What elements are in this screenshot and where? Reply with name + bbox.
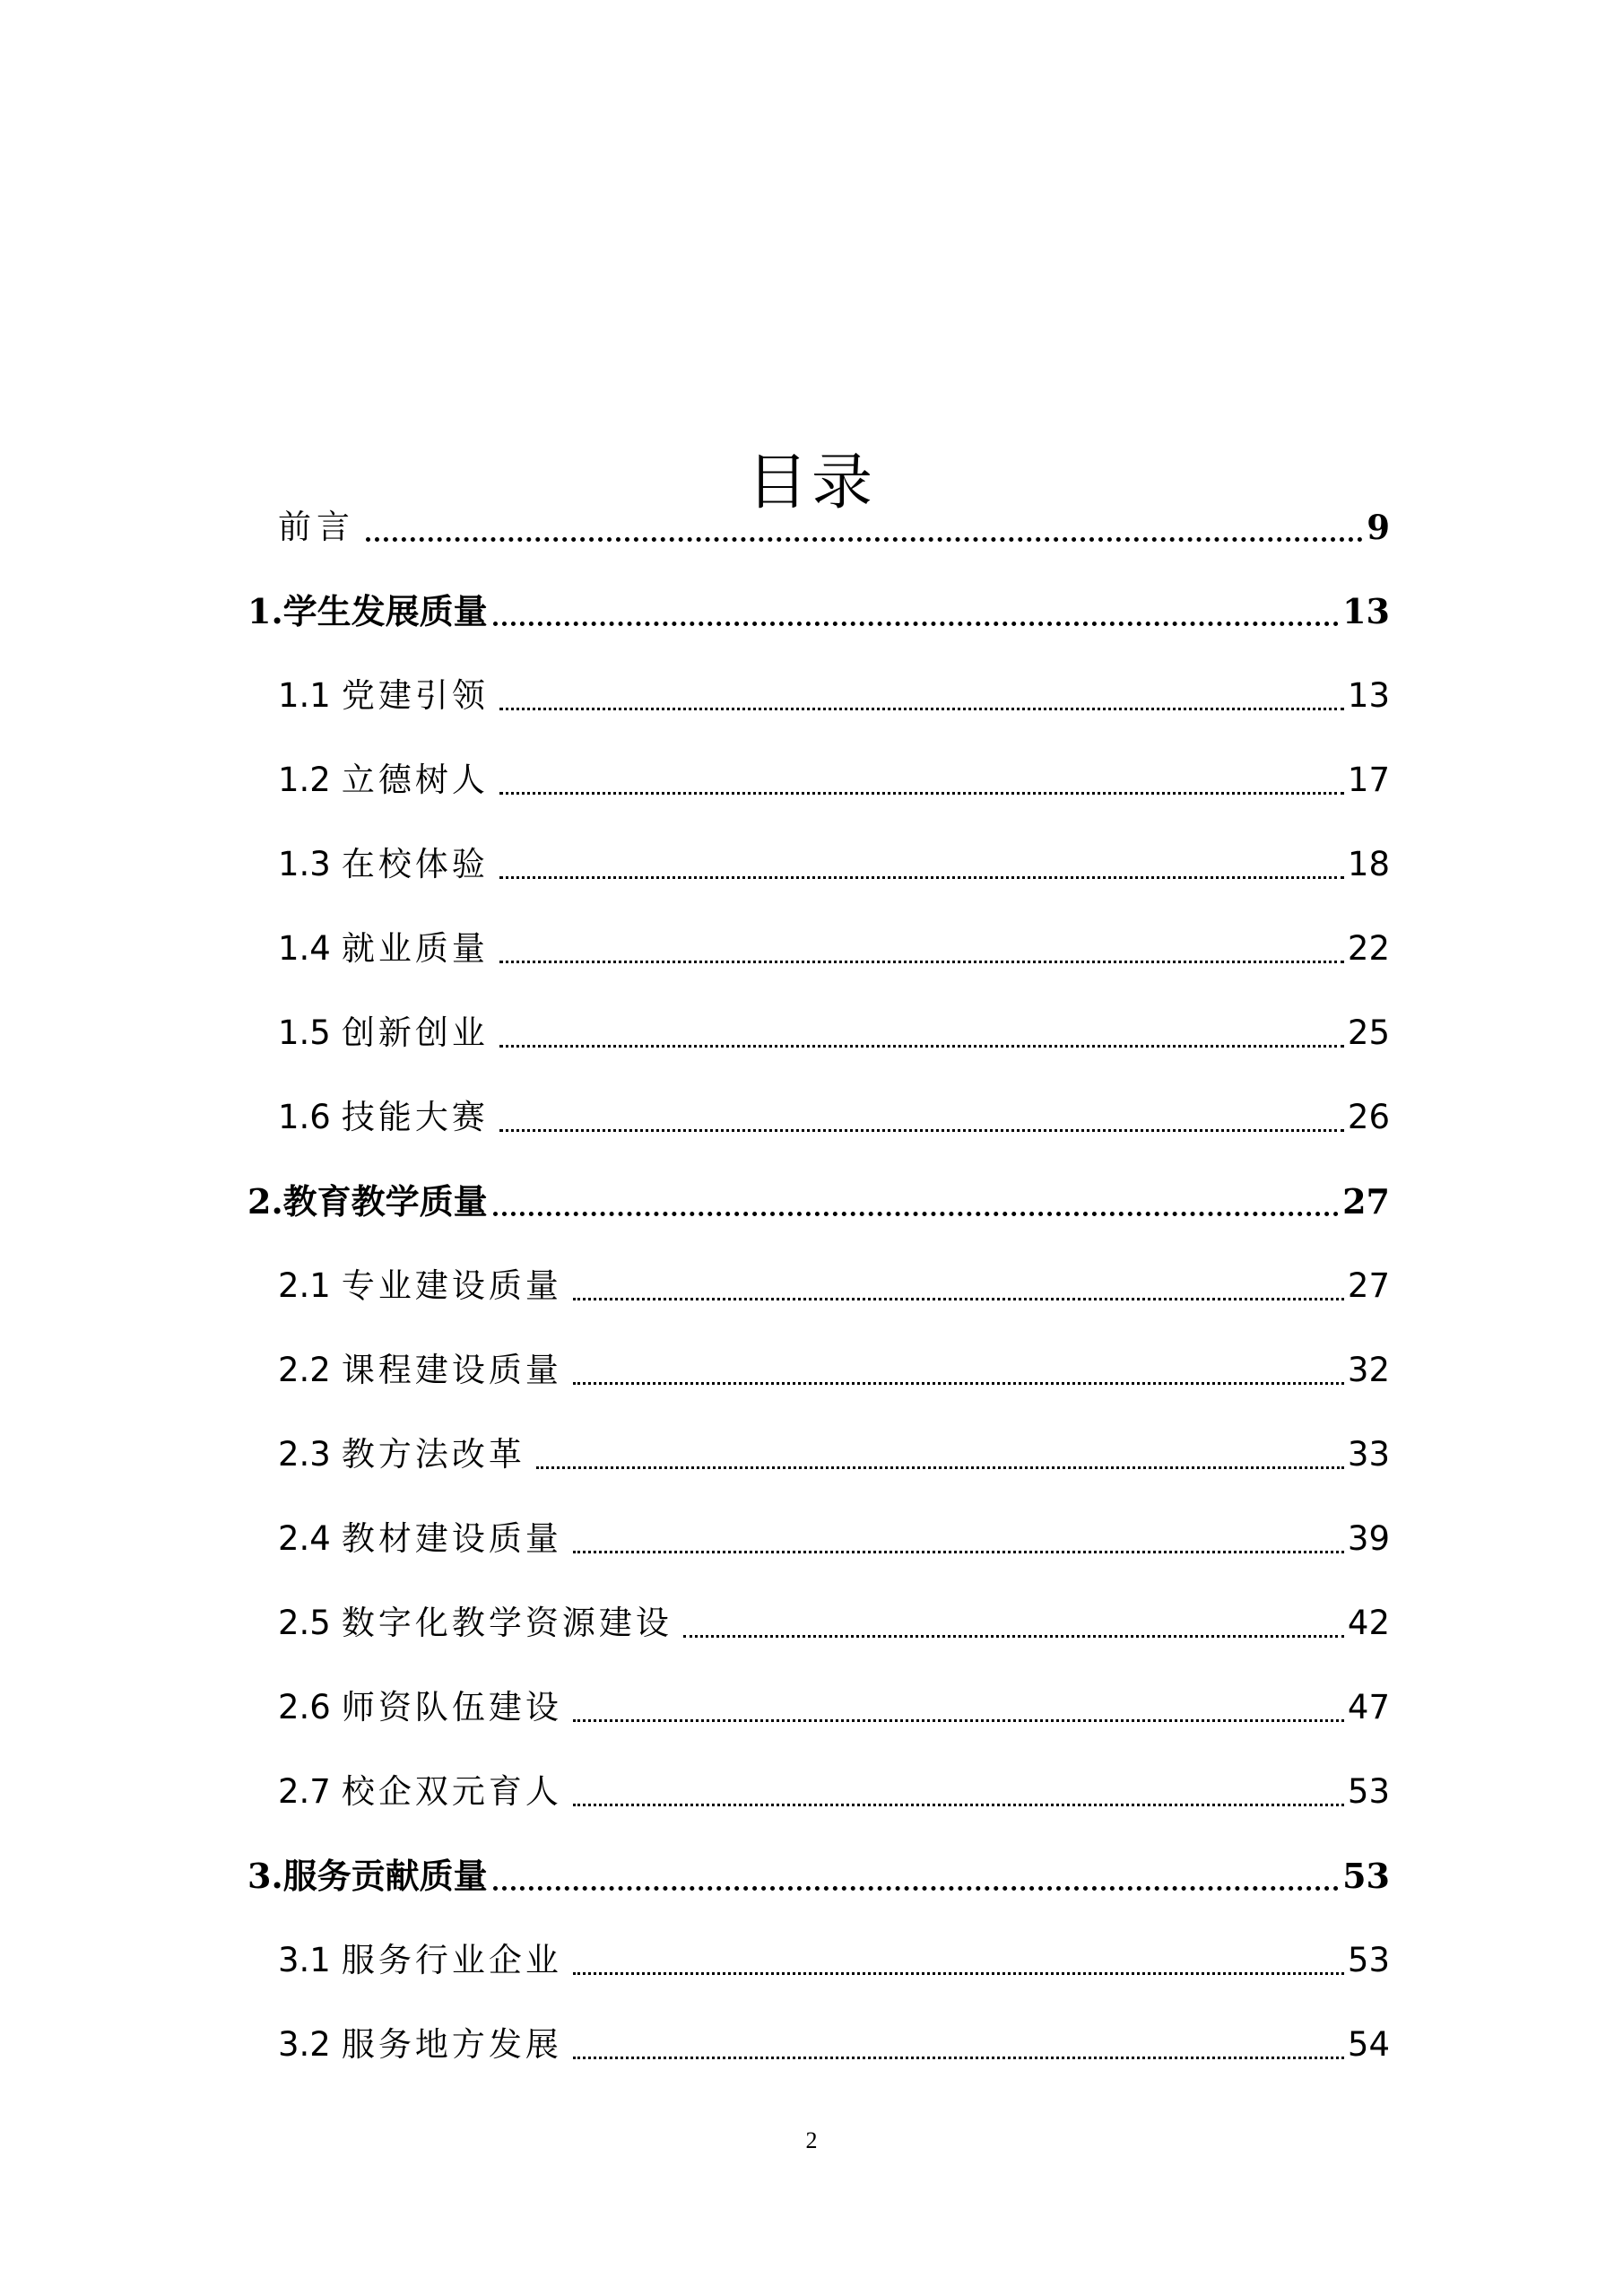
toc-entry-text: 就业质量 [341, 929, 489, 968]
toc-entry-label [278, 1092, 489, 1143]
toc-entry-section-2-6[interactable] [278, 1683, 1390, 1733]
toc-entry-number: 2.7 [278, 1772, 331, 1811]
toc-entry-text: 校企双元育人 [341, 1772, 562, 1811]
toc-leader-dots [499, 1129, 1344, 1132]
toc-entry-chapter-1[interactable] [247, 587, 1390, 637]
toc-entry-section-2-7[interactable] [278, 1767, 1390, 1817]
toc-leader-dots [573, 2057, 1344, 2059]
toc-entry-page: 13 [1342, 591, 1390, 631]
toc-leader-dots [573, 1972, 1344, 1975]
toc-entry-label: 1.学生发展质量 [247, 591, 488, 631]
toc-entry-section-3-2[interactable] [278, 2020, 1390, 2070]
toc-leader-dots [499, 792, 1344, 795]
toc-leader-dots [499, 876, 1344, 879]
toc-entry-page: 26 [1347, 1098, 1390, 1136]
toc-entry-section-3-1[interactable] [278, 1935, 1390, 1986]
toc-entry-text: 数字化教学资源建设 [341, 1604, 673, 1642]
toc-entry-page: 18 [1347, 845, 1390, 883]
toc-leader-dots [493, 1212, 1339, 1216]
toc-entry-section-1-3[interactable] [278, 839, 1390, 890]
toc-leader-dots [573, 1719, 1344, 1722]
toc-entry-page: 22 [1347, 929, 1390, 968]
toc-entry-label [278, 755, 489, 805]
toc-entry-number: 1.5 [278, 1013, 331, 1052]
toc-entry-page: 17 [1347, 761, 1390, 799]
toc-entry-label [278, 1008, 489, 1058]
toc-leader-dots [499, 961, 1344, 963]
toc-leader-dots [493, 622, 1339, 626]
toc-entry-section-2-2[interactable] [278, 1345, 1390, 1396]
toc-entry-number: 3.2 [278, 2025, 331, 2064]
toc-entry-label [278, 1598, 673, 1648]
toc-entry-chapter-2[interactable] [247, 1177, 1390, 1227]
toc-entry-label [278, 1514, 562, 1564]
toc-leader-dots [536, 1466, 1344, 1469]
toc-entry-section-1-2[interactable] [278, 755, 1390, 805]
toc-entry-label: 前言 [278, 508, 355, 546]
toc-entry-section-1-4[interactable] [278, 924, 1390, 974]
toc-entry-text: 在校体验 [341, 845, 489, 883]
toc-leader-dots [366, 537, 1363, 542]
toc-entry-label [278, 1261, 562, 1311]
toc-entry-number: 2.2 [278, 1351, 331, 1389]
toc-entry-section-2-5[interactable] [278, 1598, 1390, 1648]
toc-leader-dots [573, 1298, 1344, 1300]
toc-entry-text: 专业建设质量 [341, 1266, 562, 1305]
toc-entry-page: 32 [1347, 1351, 1390, 1389]
toc-entry-label [278, 1430, 525, 1480]
toc-entry-page: 33 [1347, 1435, 1390, 1474]
toc-entry-section-2-3[interactable] [278, 1430, 1390, 1480]
toc-entry-page: 53 [1347, 1772, 1390, 1811]
toc-entry-section-1-6[interactable] [278, 1092, 1390, 1143]
toc-entry-section-1-5[interactable] [278, 1008, 1390, 1058]
toc-entry-text: 立德树人 [341, 761, 489, 799]
toc-entry-label [278, 1345, 562, 1396]
toc-entry-text: 教材建设质量 [341, 1519, 562, 1558]
toc-entry-number: 2.6 [278, 1688, 331, 1726]
toc-leader-dots [493, 1886, 1339, 1891]
toc-entry-label: 2.教育教学质量 [247, 1181, 488, 1222]
toc-entry-page: 27 [1347, 1266, 1390, 1305]
toc-entry-page: 53 [1342, 1856, 1390, 1896]
toc-entry-page: 13 [1347, 676, 1390, 715]
toc-entry-number: 2.4 [278, 1519, 331, 1558]
toc-entry-text: 教方法改革 [341, 1435, 525, 1474]
toc-entry-page: 9 [1367, 508, 1390, 547]
toc-entry-text: 创新创业 [341, 1013, 489, 1052]
toc-entry-page: 53 [1347, 1941, 1390, 1979]
toc-entry-number: 2.3 [278, 1435, 331, 1474]
toc-entry-page: 27 [1342, 1181, 1390, 1222]
toc-entry-label [278, 839, 489, 890]
toc-title: 目录 [746, 447, 876, 518]
toc-entry-page: 42 [1347, 1604, 1390, 1642]
toc-entry-number: 1.2 [278, 761, 331, 799]
toc-leader-dots [499, 1045, 1344, 1048]
toc-entry-chapter-3[interactable] [247, 1851, 1390, 1901]
toc-entry-label [278, 924, 489, 974]
toc-entry-page: 47 [1347, 1688, 1390, 1726]
toc-entry-number: 2.5 [278, 1604, 331, 1642]
toc-entry-label: 3.服务贡献质量 [247, 1856, 488, 1896]
toc-entry-preface[interactable] [278, 502, 1390, 552]
toc-entry-page: 54 [1347, 2025, 1390, 2064]
toc-entry-text: 技能大赛 [341, 1098, 489, 1136]
toc-entry-label [278, 2020, 562, 2070]
toc-entry-number: 3.1 [278, 1941, 331, 1979]
toc-entry-number: 1.4 [278, 929, 331, 968]
toc-entry-number: 1.6 [278, 1098, 331, 1136]
toc-entry-number: 1.3 [278, 845, 331, 883]
toc-entry-label [278, 1935, 562, 1986]
toc-entry-label [278, 1767, 562, 1817]
toc-entry-section-1-1[interactable] [278, 671, 1390, 721]
toc-entry-section-2-1[interactable] [278, 1261, 1390, 1311]
toc-entry-page: 39 [1347, 1519, 1390, 1558]
toc-leader-dots [573, 1382, 1344, 1385]
toc-entry-text: 师资队伍建设 [341, 1688, 562, 1726]
toc-leader-dots [573, 1804, 1344, 1806]
toc-entry-text: 课程建设质量 [341, 1351, 562, 1389]
toc-entry-page: 25 [1347, 1013, 1390, 1052]
toc-entry-label [278, 1683, 562, 1733]
toc-entry-label [278, 671, 489, 721]
toc-entry-text: 服务行业企业 [341, 1941, 562, 1979]
toc-leader-dots [499, 708, 1344, 710]
toc-entry-section-2-4[interactable] [278, 1514, 1390, 1564]
toc-leader-dots [573, 1551, 1344, 1553]
page-number: 2 [805, 2127, 818, 2153]
toc-entry-text: 服务地方发展 [341, 2025, 562, 2064]
toc-leader-dots [683, 1635, 1344, 1638]
toc-entry-number: 1.1 [278, 676, 331, 715]
toc-entry-text: 党建引领 [341, 676, 489, 715]
toc-entry-number: 2.1 [278, 1266, 331, 1305]
